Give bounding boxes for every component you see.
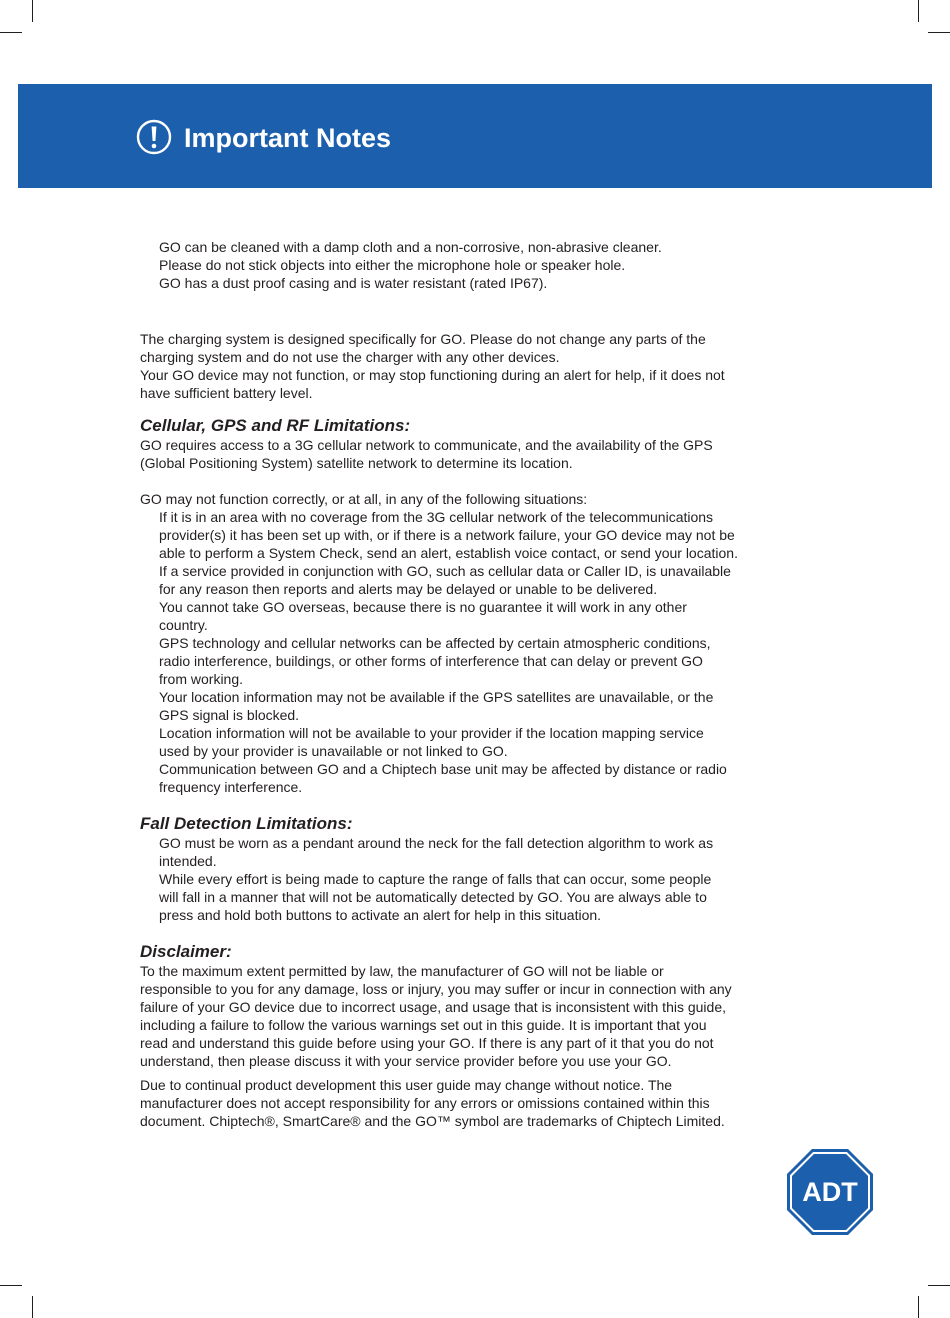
crop-mark: [0, 32, 22, 33]
exclamation-circle-icon: [136, 119, 172, 155]
adt-logo: [786, 1148, 874, 1236]
fall-section: [140, 814, 760, 924]
disclaimer-line: responsible to you for any damage, loss or injury, you may suffer or incur in connection with any: [140, 981, 732, 997]
crop-mark: [918, 0, 919, 22]
list-item: If a service provided in conjunction with GO, such as cellular data or Caller ID, is unavailable: [159, 563, 731, 579]
list-item: frequency interference.: [159, 779, 303, 795]
disclaimer-line: manufacturer does not accept responsibility for any errors or omissions contained within this: [140, 1095, 710, 1111]
list-item: country.: [159, 617, 208, 633]
care-line: GO has a dust proof casing and is water resistant (rated IP67).: [159, 275, 548, 291]
cellular-intro-line: (Global Positioning System) satellite network to determine its location.: [140, 455, 573, 471]
list-item: If it is in an area with no coverage from the 3G cellular network of the telecommunications: [159, 509, 714, 525]
list-item: from working.: [159, 671, 244, 687]
disclaimer-line: document. Chiptech®, SmartCare® and the GO™ symbol are trademarks of Chiptech Limited.: [140, 1113, 725, 1129]
care-line: Please do not stick objects into either the microphone hole or speaker hole.: [159, 257, 626, 273]
cellular-lead: GO may not function correctly, or at all, in any of the following situations:: [140, 491, 588, 507]
section-heading: Cellular, GPS and RF Limitations:: [140, 416, 411, 435]
disclaimer-line: Due to continual product development this user guide may change without notice. The: [140, 1077, 673, 1093]
list-item: GPS technology and cellular networks can be affected by certain atmospheric conditions,: [159, 635, 711, 651]
crop-mark: [0, 1285, 22, 1286]
section-heading: Disclaimer:: [140, 942, 232, 961]
section-heading: Fall Detection Limitations:: [140, 814, 353, 833]
list-item: Communication between GO and a Chiptech base unit may be affected by distance or radio: [159, 761, 727, 777]
care-line: GO can be cleaned with a damp cloth and a non-corrosive, non-abrasive cleaner.: [159, 239, 662, 255]
cellular-intro-line: GO requires access to a 3G cellular network to communicate, and the availability of the GPS: [140, 437, 713, 453]
disclaimer-line: including a failure to follow the various warnings set out in this guide. It is important that you: [140, 1017, 707, 1033]
list-item: press and hold both buttons to activate an alert for help in this situation.: [159, 907, 602, 923]
disclaimer-line: read and understand this guide before using your GO. If there is any part of it that you do not: [140, 1035, 714, 1051]
cellular-section: [140, 416, 760, 796]
list-item: intended.: [159, 853, 217, 869]
disclaimer-section: [140, 942, 760, 1130]
crop-mark: [918, 1296, 919, 1318]
list-item: GPS signal is blocked.: [159, 707, 300, 723]
crop-mark: [32, 0, 33, 22]
disclaimer-line: failure of your GO device due to incorrect usage, and usage that is inconsistent with this guide,: [140, 999, 726, 1015]
crop-mark: [32, 1296, 33, 1318]
list-item: for any reason then reports and alerts may be delayed or unable to be delivered.: [159, 581, 658, 597]
charging-line: have sufficient battery level.: [140, 385, 313, 401]
list-item: able to perform a System Check, send an alert, establish voice contact, or send your location.: [159, 545, 738, 561]
charging-line: The charging system is designed specifically for GO. Please do not change any parts of the: [140, 331, 706, 347]
list-item: GO must be worn as a pendant around the neck for the fall detection algorithm to work as: [159, 835, 714, 851]
page-title: Important Notes: [184, 123, 392, 153]
charging-line: charging system and do not use the charger with any other devices.: [140, 349, 560, 365]
list-item: provider(s) it has been set up with, or if there is a network failure, your GO device may not be: [159, 527, 735, 543]
disclaimer-line: understand, then please discuss it with your service provider before you use your GO.: [140, 1053, 672, 1069]
adt-logo-text: ADT: [802, 1177, 858, 1207]
list-item: Location information will not be available to your provider if the location mapping service: [159, 725, 704, 741]
list-item: used by your provider is unavailable or not linked to GO.: [159, 743, 508, 759]
charging-line: Your GO device may not function, or may stop functioning during an alert for help, if it does not: [140, 367, 725, 383]
crop-mark: [928, 1285, 950, 1286]
crop-mark: [928, 32, 950, 33]
list-item: Your location information may not be available if the GPS satellites are unavailable, or the: [159, 689, 714, 705]
charging-section: [140, 330, 760, 402]
list-item: radio interference, buildings, or other forms of interference that can delay or prevent GO: [159, 653, 703, 669]
document-body: [140, 238, 760, 1130]
disclaimer-line: To the maximum extent permitted by law, the manufacturer of GO will not be liable or: [140, 963, 664, 979]
care-section: [140, 238, 760, 292]
list-item: will fall in a manner that will not be automatically detected by GO. You are always able to: [159, 889, 707, 905]
list-item: You cannot take GO overseas, because there is no guarantee it will work in any other: [159, 599, 687, 615]
list-item: While every effort is being made to capture the range of falls that can occur, some people: [159, 871, 712, 887]
